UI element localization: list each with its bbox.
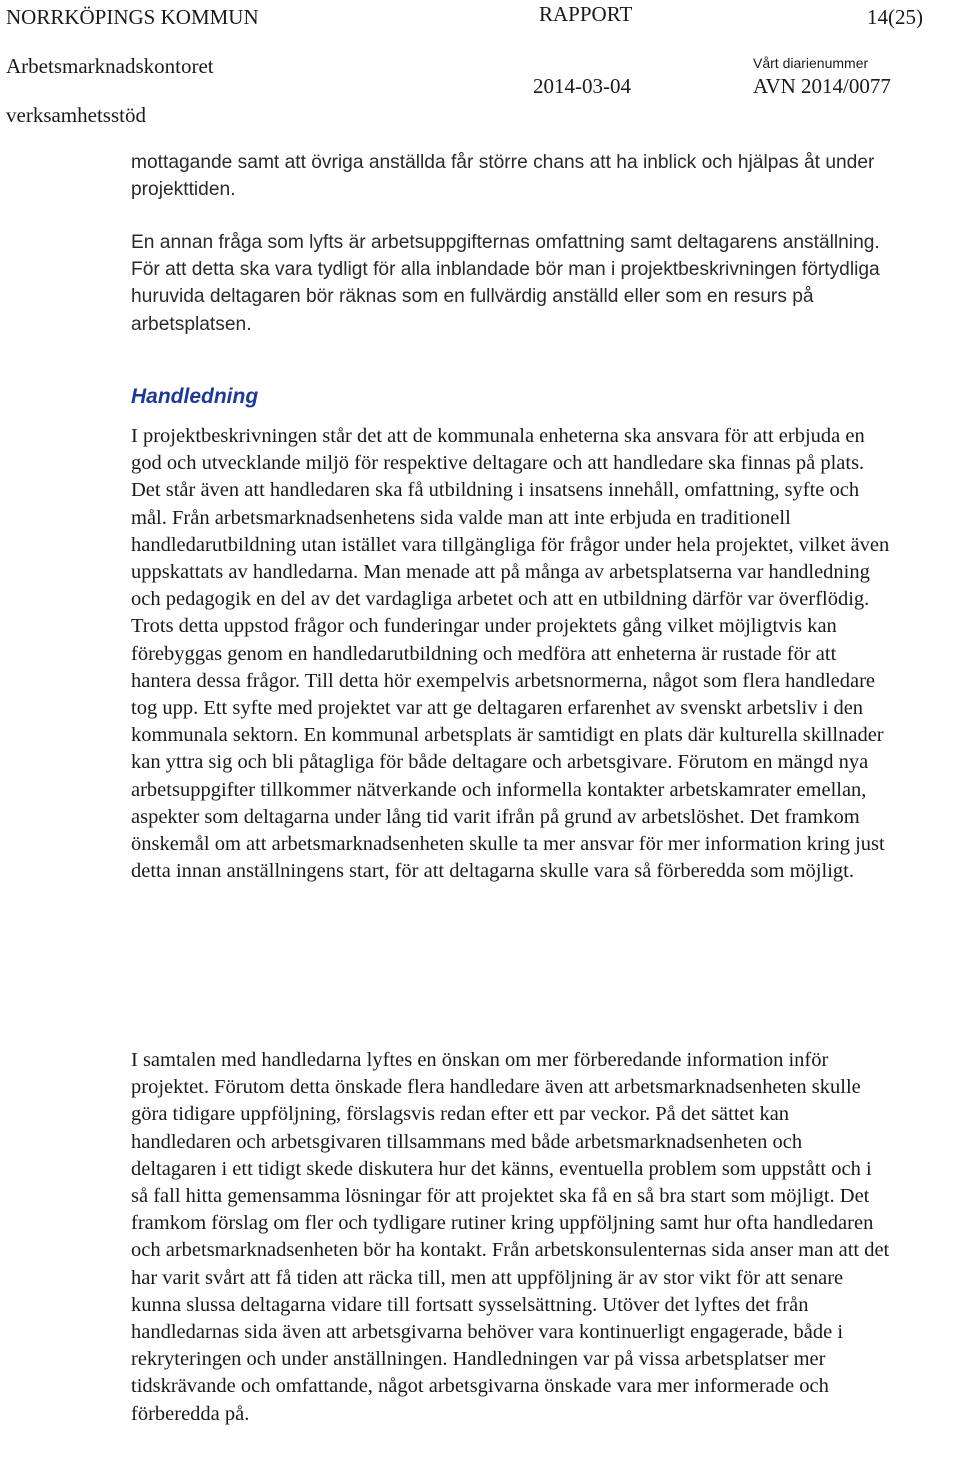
section-employment bbox=[131, 229, 891, 338]
header-ref-number: AVN 2014/0077 bbox=[753, 74, 891, 98]
paragraph-2: En annan fråga som lyfts är arbetsuppgifternas omfattning samt deltagarens anställning. För att detta ska vara tydligt för alla inblandade bör man i projektbeskrivningen förtydliga huruvida deltagaren bör räknas som en fullvärdig anställd eller som en resurs på arbetsplatsen. bbox=[131, 232, 880, 335]
header-unit: verksamhetsstöd bbox=[6, 103, 146, 127]
section-followup bbox=[131, 1047, 891, 1428]
paragraph-3: I projektbeskrivningen står det att de kommunala enheterna ska ansvara för att erbjuda en god och utvecklande miljö för respektive deltagare och att handledare ska finnas på plats. Det står även att handledaren ska få utbildning i insatsens innehåll, omfattning, syfte och mål. Från arbetsmarknadsenhetens sida valde man att inte erbjuda en traditionell handledarutbildning utan istället vara tillgängliga för frågor under hela projektet, vilket även uppskattats av handledarna. Man menade att på många av arbetsplatserna var handledning och pedagogik en del av det vardagliga arbetet och att en utbildning därför var överflödig. Trots detta uppstod frågor och funderingar under projektets gång vilket möjligtvis kan förebyggas genom en handledarutbildning och medföra att enheterna är rustade för att hantera dessa frågor. Till detta hör exempelvis arbetsnormerna, något som flera handledare tog upp. Ett syfte med projektet var att ge deltagaren erfarenhet av svenskt arbetsliv i den kommunala sektorn. En kommunal arbetsplats är samtidigt en plats där kulturella skillnader kan yttra sig och bli påtagliga för både deltagare och arbetsgivare. Förutom en mängd nya arbetsuppgifter tillkommer nätverkande och informella kontakter arbetskamrater emellan, aspekter som deltagarna under lång tid varit ifrån på grund av arbetslöshet. Det framkom önskemål om att arbetsmarknadsenheten skulle ta mer ansvar för mer information kring just detta innan anställningens start, för att deltagarna skulle vara så förberedda som möjligt. bbox=[131, 425, 890, 883]
header-organization: NORRKÖPINGS KOMMUN bbox=[6, 5, 259, 29]
paragraph-4: I samtalen med handledarna lyftes en önskan om mer förberedande information inför projektet. Förutom detta önskade flera handledare även att arbetsmarknadsenheten skulle göra tidigare uppföljning, förslagsvis redan efter ett par veckor. På det sättet kan handledaren och arbetsgivaren tillsammans med både arbetsmarknadsenheten och deltagaren i ett tidigt skede diskutera hur det känns, eventuella problem som uppstått och i så fall hitta gemensamma lösningar för att projektet ska få en så bra start som möjligt. Det framkom förslag om fler och tydligare rutiner kring uppföljning samt hur ofta handledaren och arbetsmarknadsenheten bör ha kontakt. Från arbetskonsulenternas sida anser man att det har varit svårt att få tiden att räcka till, men att uppföljning är av stor vikt för att senare kunna slussa deltagarna vidare till fortsatt sysselsättning. Utöver det lyftes det från handledarnas sida även att arbetsgivarna behöver vara kontinuerligt engagerade, både i rekryteringen och under anställningen. Handledningen var på vissa arbetsplatser mer tidskrävande och omfattande, något arbetsgivarna önskade vara mer informerade och förberedda på. bbox=[131, 1049, 890, 1425]
section-handledning bbox=[131, 384, 891, 410]
header-page-number: 14(25) bbox=[867, 5, 923, 29]
section-heading: Handledning bbox=[131, 385, 259, 408]
header-date: 2014-03-04 bbox=[533, 74, 631, 98]
section-intro bbox=[131, 149, 891, 203]
paragraph-1: mottagande samt att övriga anställda får större chans att ha inblick och hjälpas åt under projekttiden. bbox=[131, 152, 875, 201]
header-ref-label: Vårt diarienummer bbox=[753, 55, 869, 71]
header-department: Arbetsmarknadskontoret bbox=[6, 54, 214, 78]
header-doc-type: RAPPORT bbox=[539, 2, 633, 26]
section-handledning-body bbox=[131, 423, 891, 885]
